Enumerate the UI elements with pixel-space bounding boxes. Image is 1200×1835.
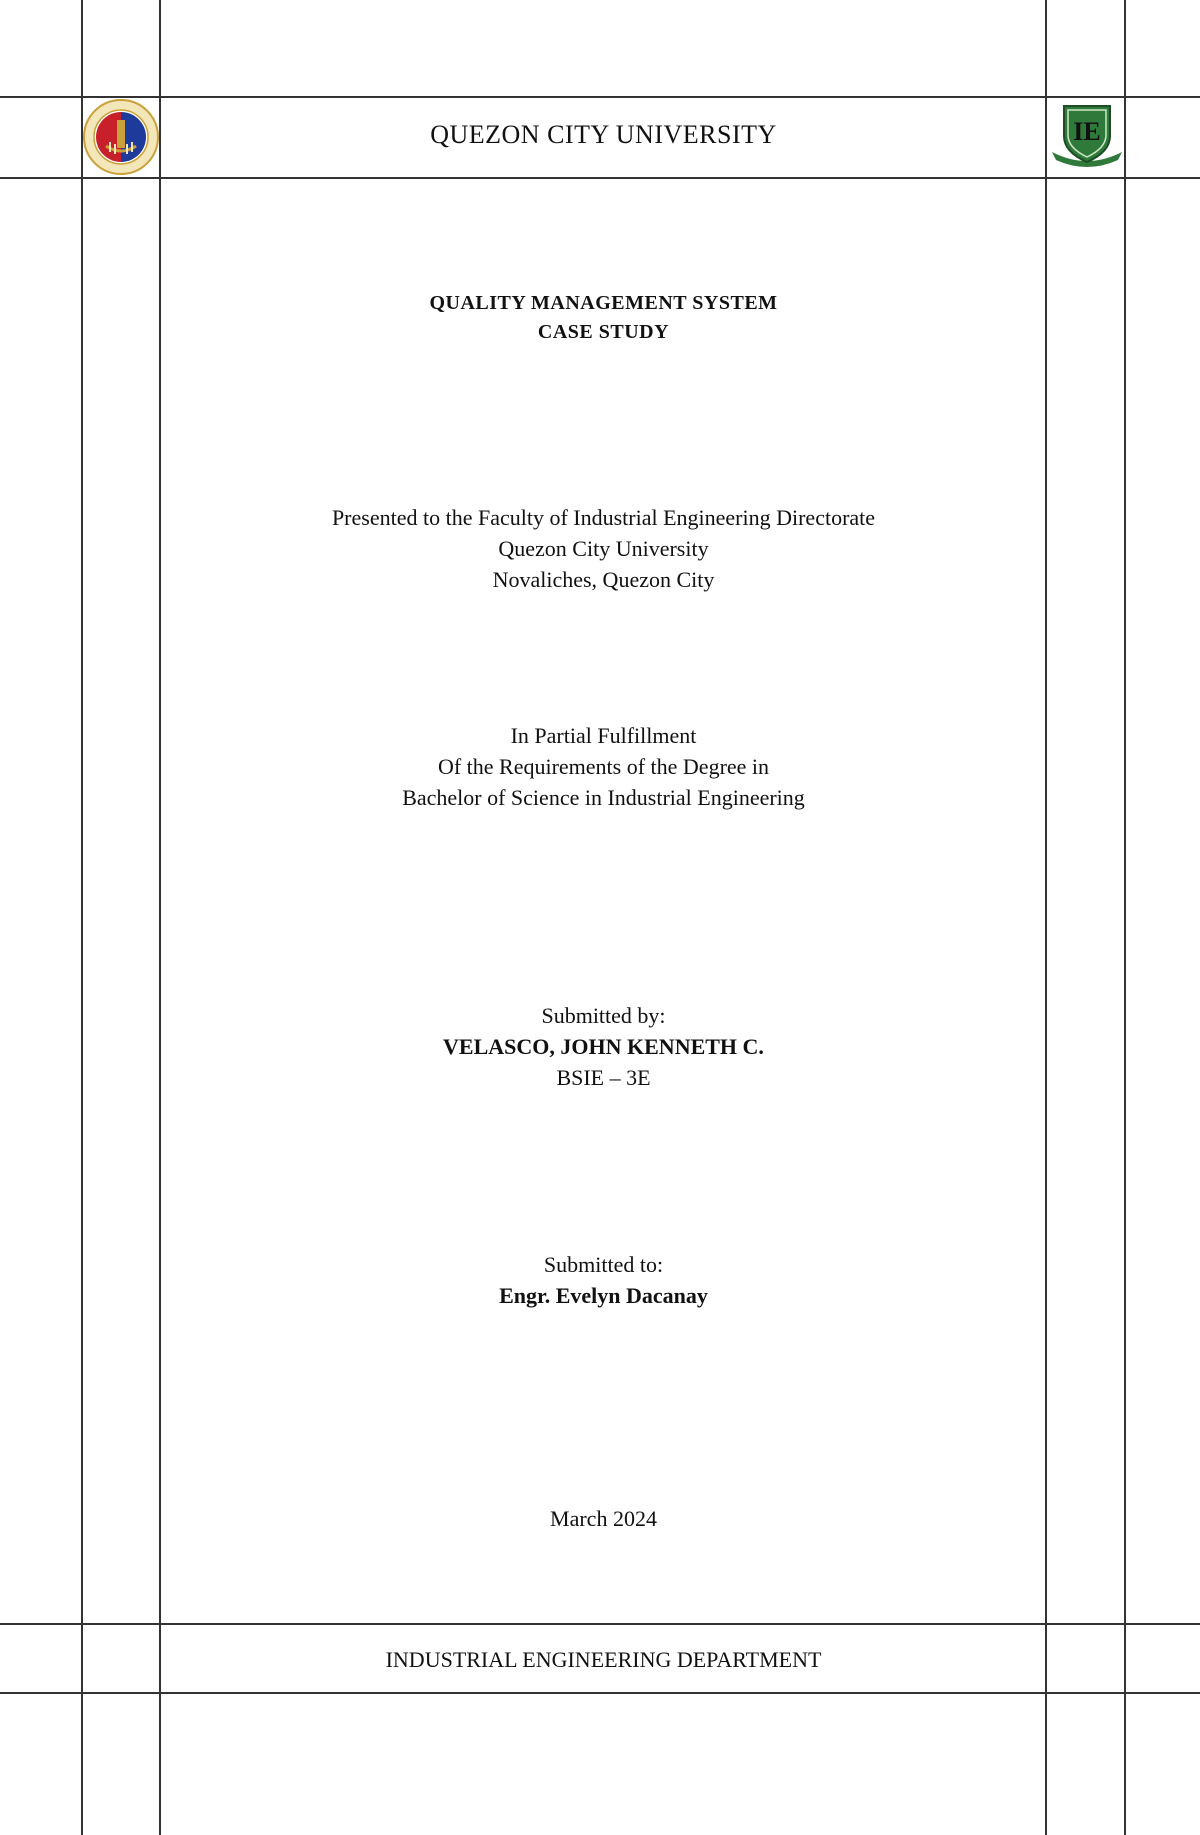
presented-to-line-2: Quezon City University: [498, 536, 709, 561]
presented-to-block: [161, 502, 1046, 595]
frame-line-footer-bottom: [0, 1692, 1200, 1694]
frame-line-footer-top: [0, 1623, 1200, 1625]
instructor-name: Engr. Evelyn Dacanay: [499, 1283, 708, 1308]
university-name: QUEZON CITY UNIVERSITY: [430, 120, 777, 149]
ie-shield-icon: [1048, 100, 1126, 170]
frame-line-header-top: [0, 96, 1200, 98]
student-section: BSIE – 3E: [556, 1065, 651, 1090]
fulfillment-line-3: Bachelor of Science in Industrial Engineering: [402, 785, 805, 810]
frame-line-right-outer: [1124, 0, 1126, 1835]
ie-shield-label: IE: [1073, 117, 1101, 146]
submitted-to-block: [161, 1249, 1046, 1311]
presented-to-line-1: Presented to the Faculty of Industrial Engineering Directorate: [331, 505, 876, 530]
frame-line-left-inner: [159, 0, 161, 1835]
document-title-line-1: QUALITY MANAGEMENT SYSTEM: [429, 292, 778, 314]
fulfillment-line-1: In Partial Fulfillment: [510, 723, 697, 748]
frame-line-left-outer: [81, 0, 83, 1835]
student-name: VELASCO, JOHN KENNETH C.: [443, 1034, 764, 1059]
presented-to-line-3: Novaliches, Quezon City: [492, 567, 715, 592]
department-footer: INDUSTRIAL ENGINEERING DEPARTMENT: [385, 1647, 822, 1672]
submitted-by-block: [161, 1000, 1046, 1093]
qcu-seal-icon: [82, 98, 160, 176]
fulfillment-block: [161, 720, 1046, 813]
fulfillment-line-2: Of the Requirements of the Degree in: [437, 754, 770, 779]
submitted-by-label: Submitted by:: [541, 1003, 666, 1028]
submitted-to-label: Submitted to:: [543, 1252, 664, 1277]
frame-line-header-bottom: [0, 177, 1200, 179]
frame-line-right-inner: [1045, 0, 1047, 1835]
document-title-line-2: CASE STUDY: [537, 321, 670, 343]
submission-date: March 2024: [550, 1506, 657, 1531]
document-title: [161, 289, 1046, 347]
